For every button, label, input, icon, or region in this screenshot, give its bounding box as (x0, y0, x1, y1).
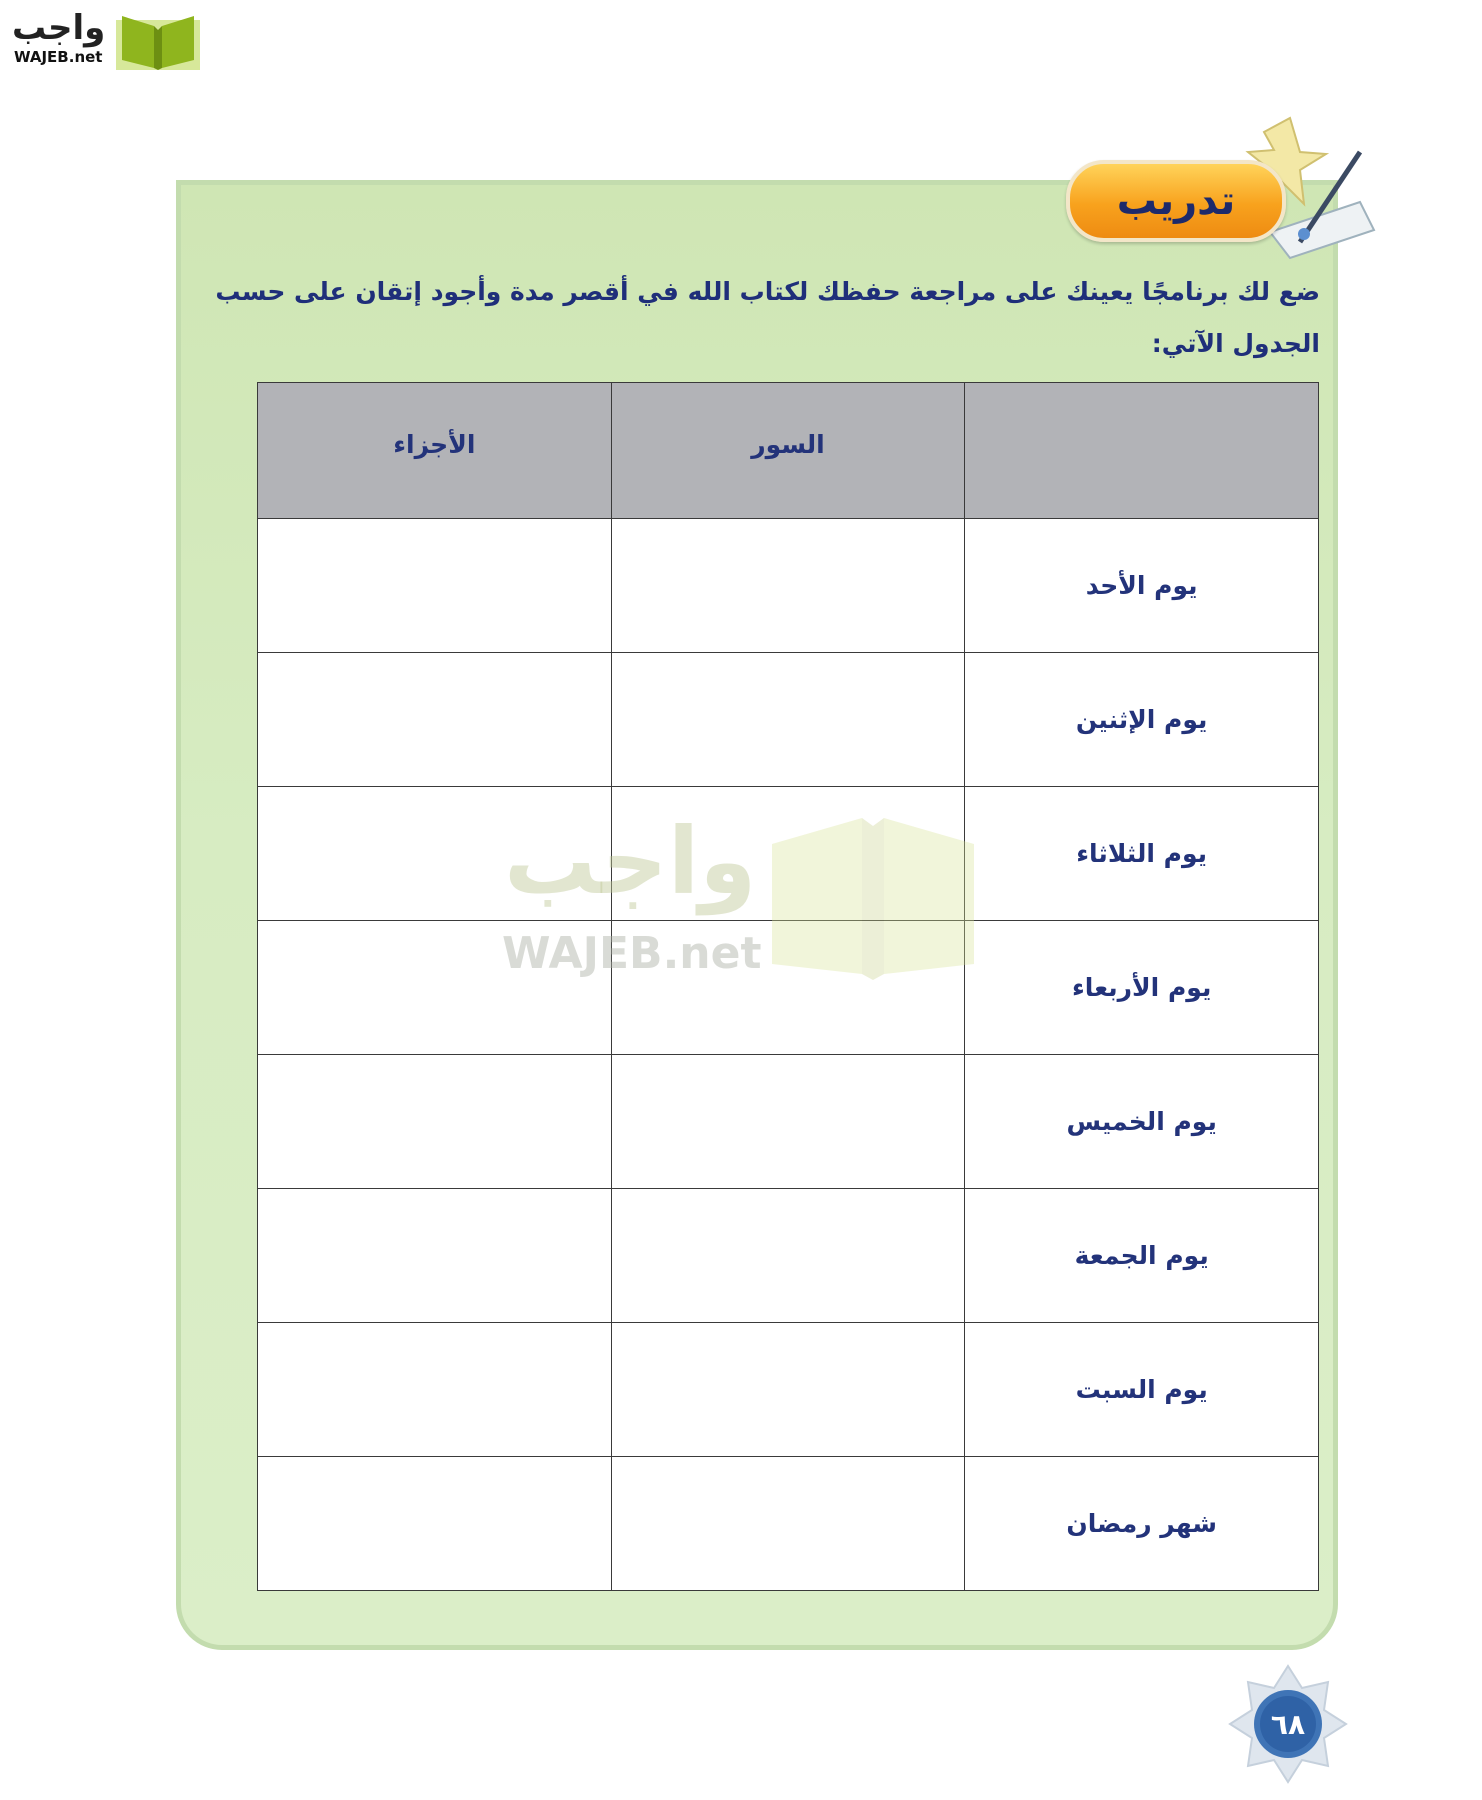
day-label: يوم السبت (965, 1323, 1319, 1457)
logo-arabic-text: واجب (12, 8, 106, 48)
day-label: يوم الخميس (965, 1055, 1319, 1189)
table-row (258, 519, 1319, 653)
day-label: يوم الجمعة (965, 1189, 1319, 1323)
parts-cell[interactable] (258, 921, 612, 1055)
table-row (258, 1189, 1319, 1323)
parts-cell[interactable] (258, 787, 612, 921)
exercise-badge (1066, 160, 1286, 242)
header-day (965, 383, 1319, 519)
watermark-arabic-text: واجب (504, 808, 757, 915)
parts-cell[interactable] (258, 1457, 612, 1591)
day-label: يوم الأربعاء (965, 921, 1319, 1055)
table-header-row (258, 383, 1319, 519)
day-label: يوم الثلاثاء (965, 787, 1319, 921)
parts-cell[interactable] (258, 653, 612, 787)
surahs-cell[interactable] (611, 787, 965, 921)
parts-cell[interactable] (258, 1323, 612, 1457)
review-schedule-table (257, 382, 1319, 1591)
parts-cell[interactable] (258, 1055, 612, 1189)
table-row (258, 921, 1319, 1055)
table-row (258, 653, 1319, 787)
header-surahs: السور (611, 383, 965, 519)
surahs-cell[interactable] (611, 1457, 965, 1591)
surahs-cell[interactable] (611, 921, 965, 1055)
page-number-badge (1228, 1664, 1348, 1784)
surahs-cell[interactable] (611, 1323, 965, 1457)
instruction-text: ضع لك برنامجًا يعينك على مراجعة حفظك لكتاب الله في أقصر مدة وأجود إتقان على حسب الجدول الآتي: (215, 277, 1320, 358)
watermark-latin-text: WAJEB.net (502, 928, 762, 979)
day-label: يوم الإثنين (965, 653, 1319, 787)
table-row (258, 1055, 1319, 1189)
day-label: يوم الأحد (965, 519, 1319, 653)
book-icon (116, 12, 200, 70)
page-number: ٦٨ (1270, 1707, 1306, 1741)
table-row (258, 1457, 1319, 1591)
badge-label: تدريب (1116, 178, 1236, 224)
surahs-cell[interactable] (611, 1189, 965, 1323)
surahs-cell[interactable] (611, 1055, 965, 1189)
header-parts: الأجزاء (258, 383, 612, 519)
parts-cell[interactable] (258, 519, 612, 653)
parts-cell[interactable] (258, 1189, 612, 1323)
table-row (258, 787, 1319, 921)
site-logo[interactable] (12, 8, 192, 70)
day-label: شهر رمضان (965, 1457, 1319, 1591)
table-row (258, 1323, 1319, 1457)
surahs-cell[interactable] (611, 519, 965, 653)
surahs-cell[interactable] (611, 653, 965, 787)
logo-latin-text: WAJEB.net (14, 48, 103, 66)
